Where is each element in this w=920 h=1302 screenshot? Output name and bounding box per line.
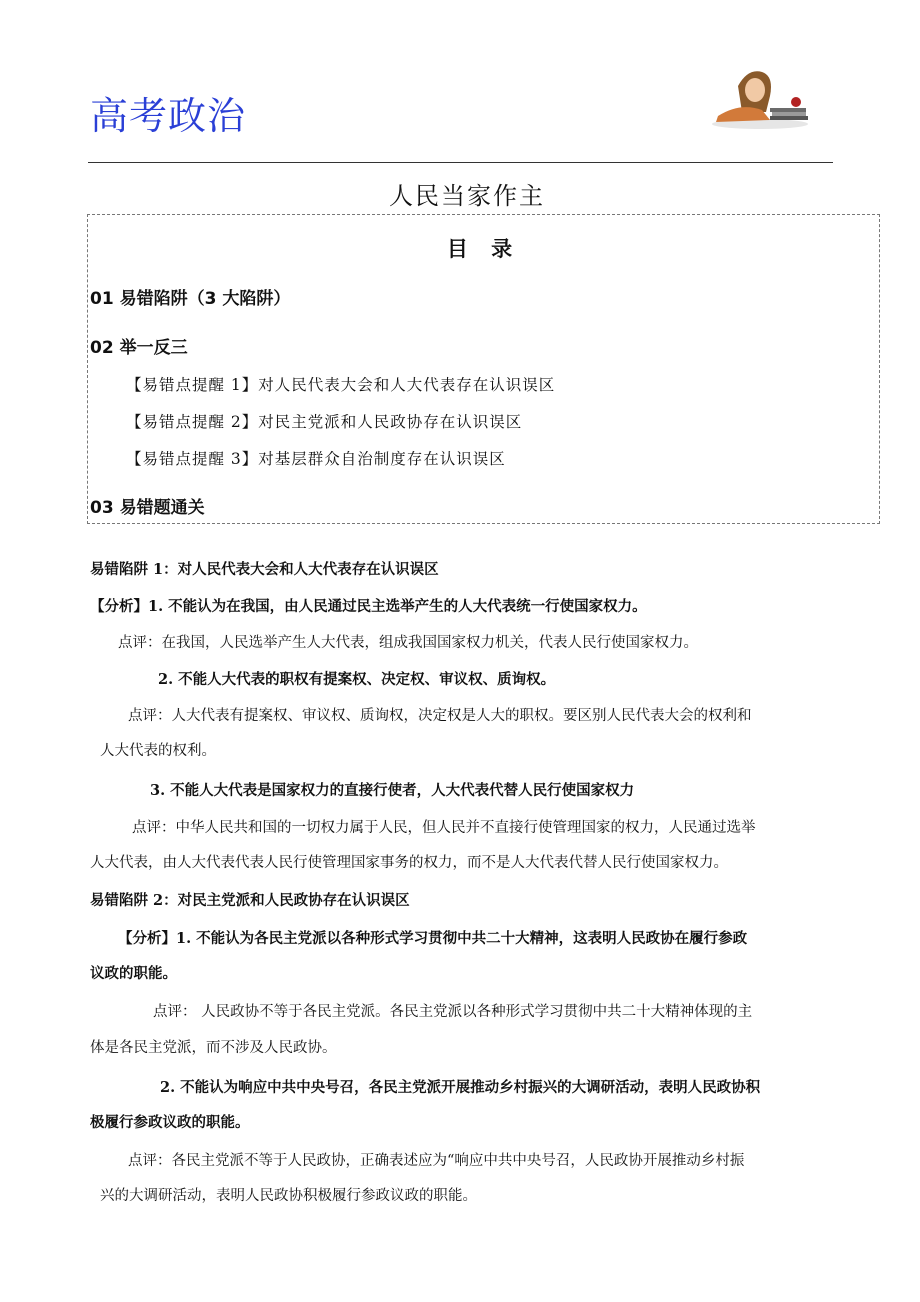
trap1-comment-3-line1: 点评：中华人民共和国的一切权力属于人民，但人民并不直接行使管理国家的权力，人民通过选举: [132, 820, 756, 836]
toc-section-examples: 02 举一反三: [90, 338, 188, 358]
toc-heading: 目 录: [446, 237, 521, 261]
trap1-comment-1: 点评：在我国，人民选举产生人大代表，组成我国国家权力机关，代表人民行使国家权力。: [118, 635, 698, 651]
trap1-analysis-3: 3. 不能人大代表是国家权力的直接行使者，人大代表代替人民行使国家权力: [150, 782, 635, 799]
toc-section-exercises: 03 易错题通关: [90, 498, 205, 518]
trap2-comment-2-line1: 点评：各民主党派不等于人民政协，正确表述应为“响应中共中央号召，人民政协开展推动乡村振: [128, 1153, 745, 1169]
toc-section-traps: 01 易错陷阱（3 大陷阱）: [90, 289, 291, 309]
trap2-analysis-1-line2: 议政的职能。: [90, 965, 177, 982]
toc-item-reminder-1: 【易错点提醒 1】对人民代表大会和人大代表存在认识误区: [126, 376, 556, 394]
toc-item-reminder-2: 【易错点提醒 2】对民主党派和人民政协存在认识误区: [126, 413, 523, 431]
trap2-comment-1-line2: 体是各民主党派，而不涉及人民政协。: [90, 1040, 337, 1056]
document-title: 人民当家作主: [389, 182, 545, 210]
trap2-analysis-2-line2: 极履行参政议政的职能。: [90, 1114, 250, 1131]
trap2-analysis-1-line1: 【分析】1. 不能认为各民主党派以各种形式学习贯彻中共二十大精神，这表明人民政协在履行参政: [118, 930, 748, 947]
trap1-title: 易错陷阱 1：对人民代表大会和人大代表存在认识误区: [90, 561, 439, 578]
trap2-title: 易错陷阱 2：对民主党派和人民政协存在认识误区: [90, 892, 410, 909]
header-divider: [88, 162, 833, 163]
toc-item-reminder-3: 【易错点提醒 3】对基层群众自治制度存在认识误区: [126, 450, 506, 468]
trap1-comment-2-line2: 人大代表的权利。: [100, 743, 216, 759]
table-of-contents: [87, 214, 880, 524]
header-title: 高考政治: [90, 94, 247, 138]
trap2-comment-1-line1: 点评： 人民政协不等于各民主党派。各民主党派以各种形式学习贯彻中共二十大精神体现的主: [153, 1004, 753, 1020]
trap1-comment-3-line2: 人大代表，由人大代表代表人民行使管理国家事务的权力，而不是人大代表代替人民行使国家权力。: [90, 855, 728, 871]
student-reading-picture: [710, 66, 810, 130]
trap1-analysis-2: 2. 不能人大代表的职权有提案权、决定权、审议权、质询权。: [158, 671, 556, 688]
trap2-comment-2-line2: 兴的大调研活动，表明人民政协积极履行参政议政的职能。: [100, 1188, 477, 1204]
trap1-analysis-1: 【分析】1. 不能认为在我国，由人民通过民主选举产生的人大代表统一行使国家权力。: [90, 598, 647, 615]
trap1-comment-2-line1: 点评：人大代表有提案权、审议权、质询权，决定权是人大的职权。要区别人民代表大会的权利和: [128, 708, 752, 724]
trap2-analysis-2-line1: 2. 不能认为响应中共中央号召，各民主党派开展推动乡村振兴的大调研活动，表明人民政协积: [160, 1079, 761, 1096]
